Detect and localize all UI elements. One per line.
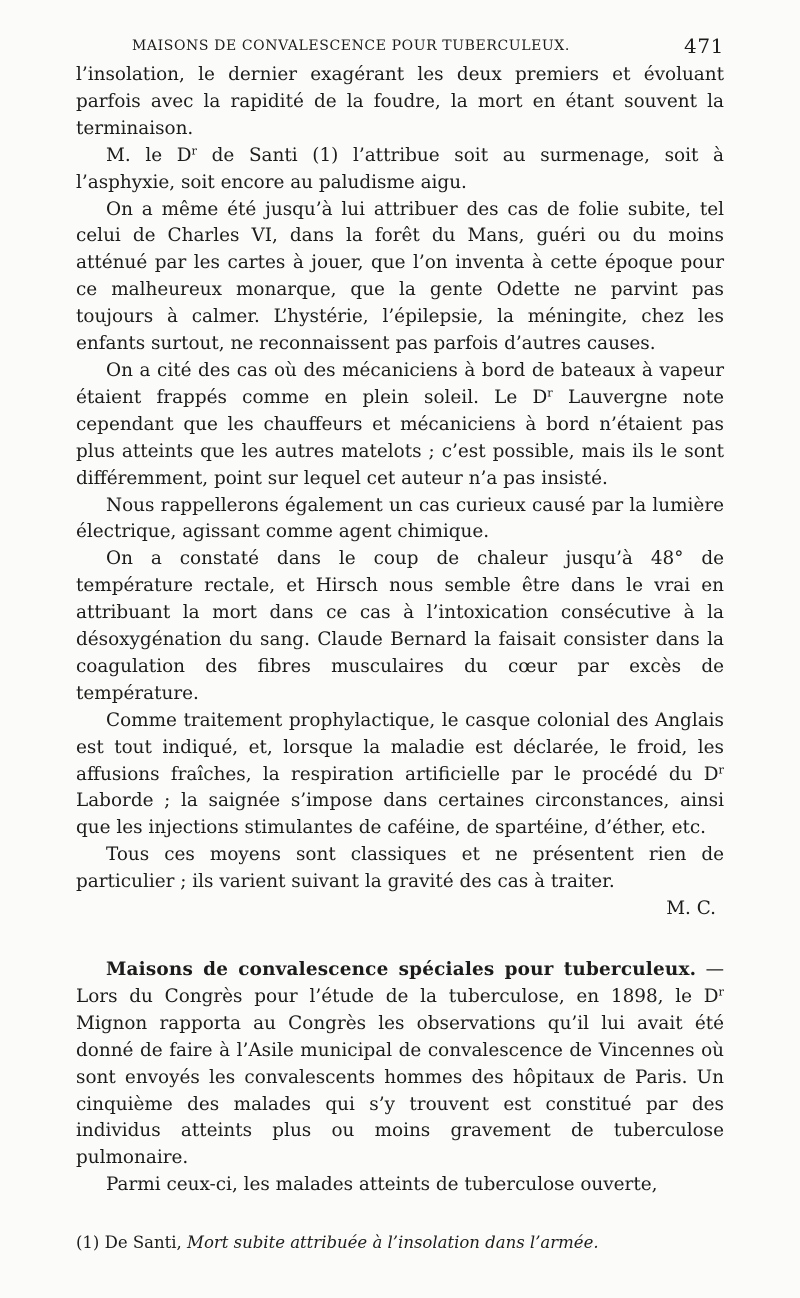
paragraph: On a même été jusqu’à lui attribuer des cas de folie subite, tel celui de Charles VI, dans la forêt du Mans, guéri ou du moins atténué par les cartes à jouer, que l’on inventa à cette époque pour ce malheureux monarque, que la gente Odette ne parvint pas toujours à calmer. L’hystérie, l’épilepsie, la méningite, chez les enfants surtout, ne reconnaissent pas parfois d’autres causes. [76,198,724,355]
paragraph: l’insolation, le dernier exagérant les deux premiers et évoluant parfois avec la rapidité de la foudre, la mort en étant souvent la terminaison. [76,64,724,139]
footnote [76,1232,724,1254]
body-text [76,62,724,1199]
paragraph: On a cité des cas où des mécaniciens à bord de bateaux à vapeur étaient frappés comme en plein soleil. Le $D^r$ Lauvergne note cependant que les chauffeurs et mécaniciens à bord n’étaient pas plus atteints que les autres matelots ; c’est possible, mais ils le sont différemment, point sur lequel cet auteur n’a pas insisté. [76,359,724,489]
paragraph: M. le $D^r$ de Santi (1) l’attribue soit au surmenage, soit à l’asphyxie, soit encore au paludisme aigu. [76,143,724,193]
running-head [76,32,724,62]
footnote-title: Mort subite attribuée à l’insolation dans l’armée. [187,1233,599,1252]
paragraph: Parmi ceux-ci, les malades atteints de tuberculose ouverte, [106,1174,658,1196]
running-title: MAISONS DE CONVALESCENCE POUR TUBERCULEUX. [132,38,570,54]
page-number: 471 [684,34,724,58]
section-gap [76,923,724,957]
section-heading: Maisons de convalescence spéciales pour tuberculeux. [106,959,697,980]
paragraph: Comme traitement prophylactique, le casque colonial des Anglais est tout indiqué, et, lorsque la maladie est déclarée, le froid, les affusions fraîches, la respiration artificielle par le procédé du $D^r$ Laborde ; la saignée s’impose dans certaines circonstances, ainsi que les injections stimulantes de caféine, de spartéine, d’éther, etc. [76,709,724,839]
paragraph: Tous ces moyens sont classiques et ne présentent rien de particulier ; ils varient suivant la gravité des cas à traiter. [76,844,724,893]
footnote-marker: (1) [76,1233,100,1252]
section-lead-paragraph: Maisons de convalescence spéciales pour tuberculeux. — Lors du Congrès pour l’étude de la tuberculose, en 1898, le $D^r$ Mignon rapporta au Congrès les observations qu’il lui avait été donné de faire à l’Asile municipal de convalescence de Vincennes où sont envoyés les convalescents hommes des hôpitaux de Paris. Un cinquième des malades qui s’y trouvent est constitué par des individus atteints plus ou moins gravement de tuberculose pulmonaire. [76,959,724,1169]
paragraph: On a constaté dans le coup de chaleur jusqu’à 48° de température rectale, et Hirsch nous semble être dans le vrai en attribuant la mort dans ce cas à l’intoxication consécutive à la désoxygénation du sang. Claude Bernard la faisait consister dans la coagulation des fibres musculaires du cœur par excès de température. [76,548,724,704]
page [76,32,724,1199]
paragraph: Nous rappellerons également un cas curieux causé par la lumière électrique, agissant comme agent chimique. [76,494,724,543]
signature: M. C. [666,898,716,920]
footnote-author: De Santi, [104,1233,182,1252]
